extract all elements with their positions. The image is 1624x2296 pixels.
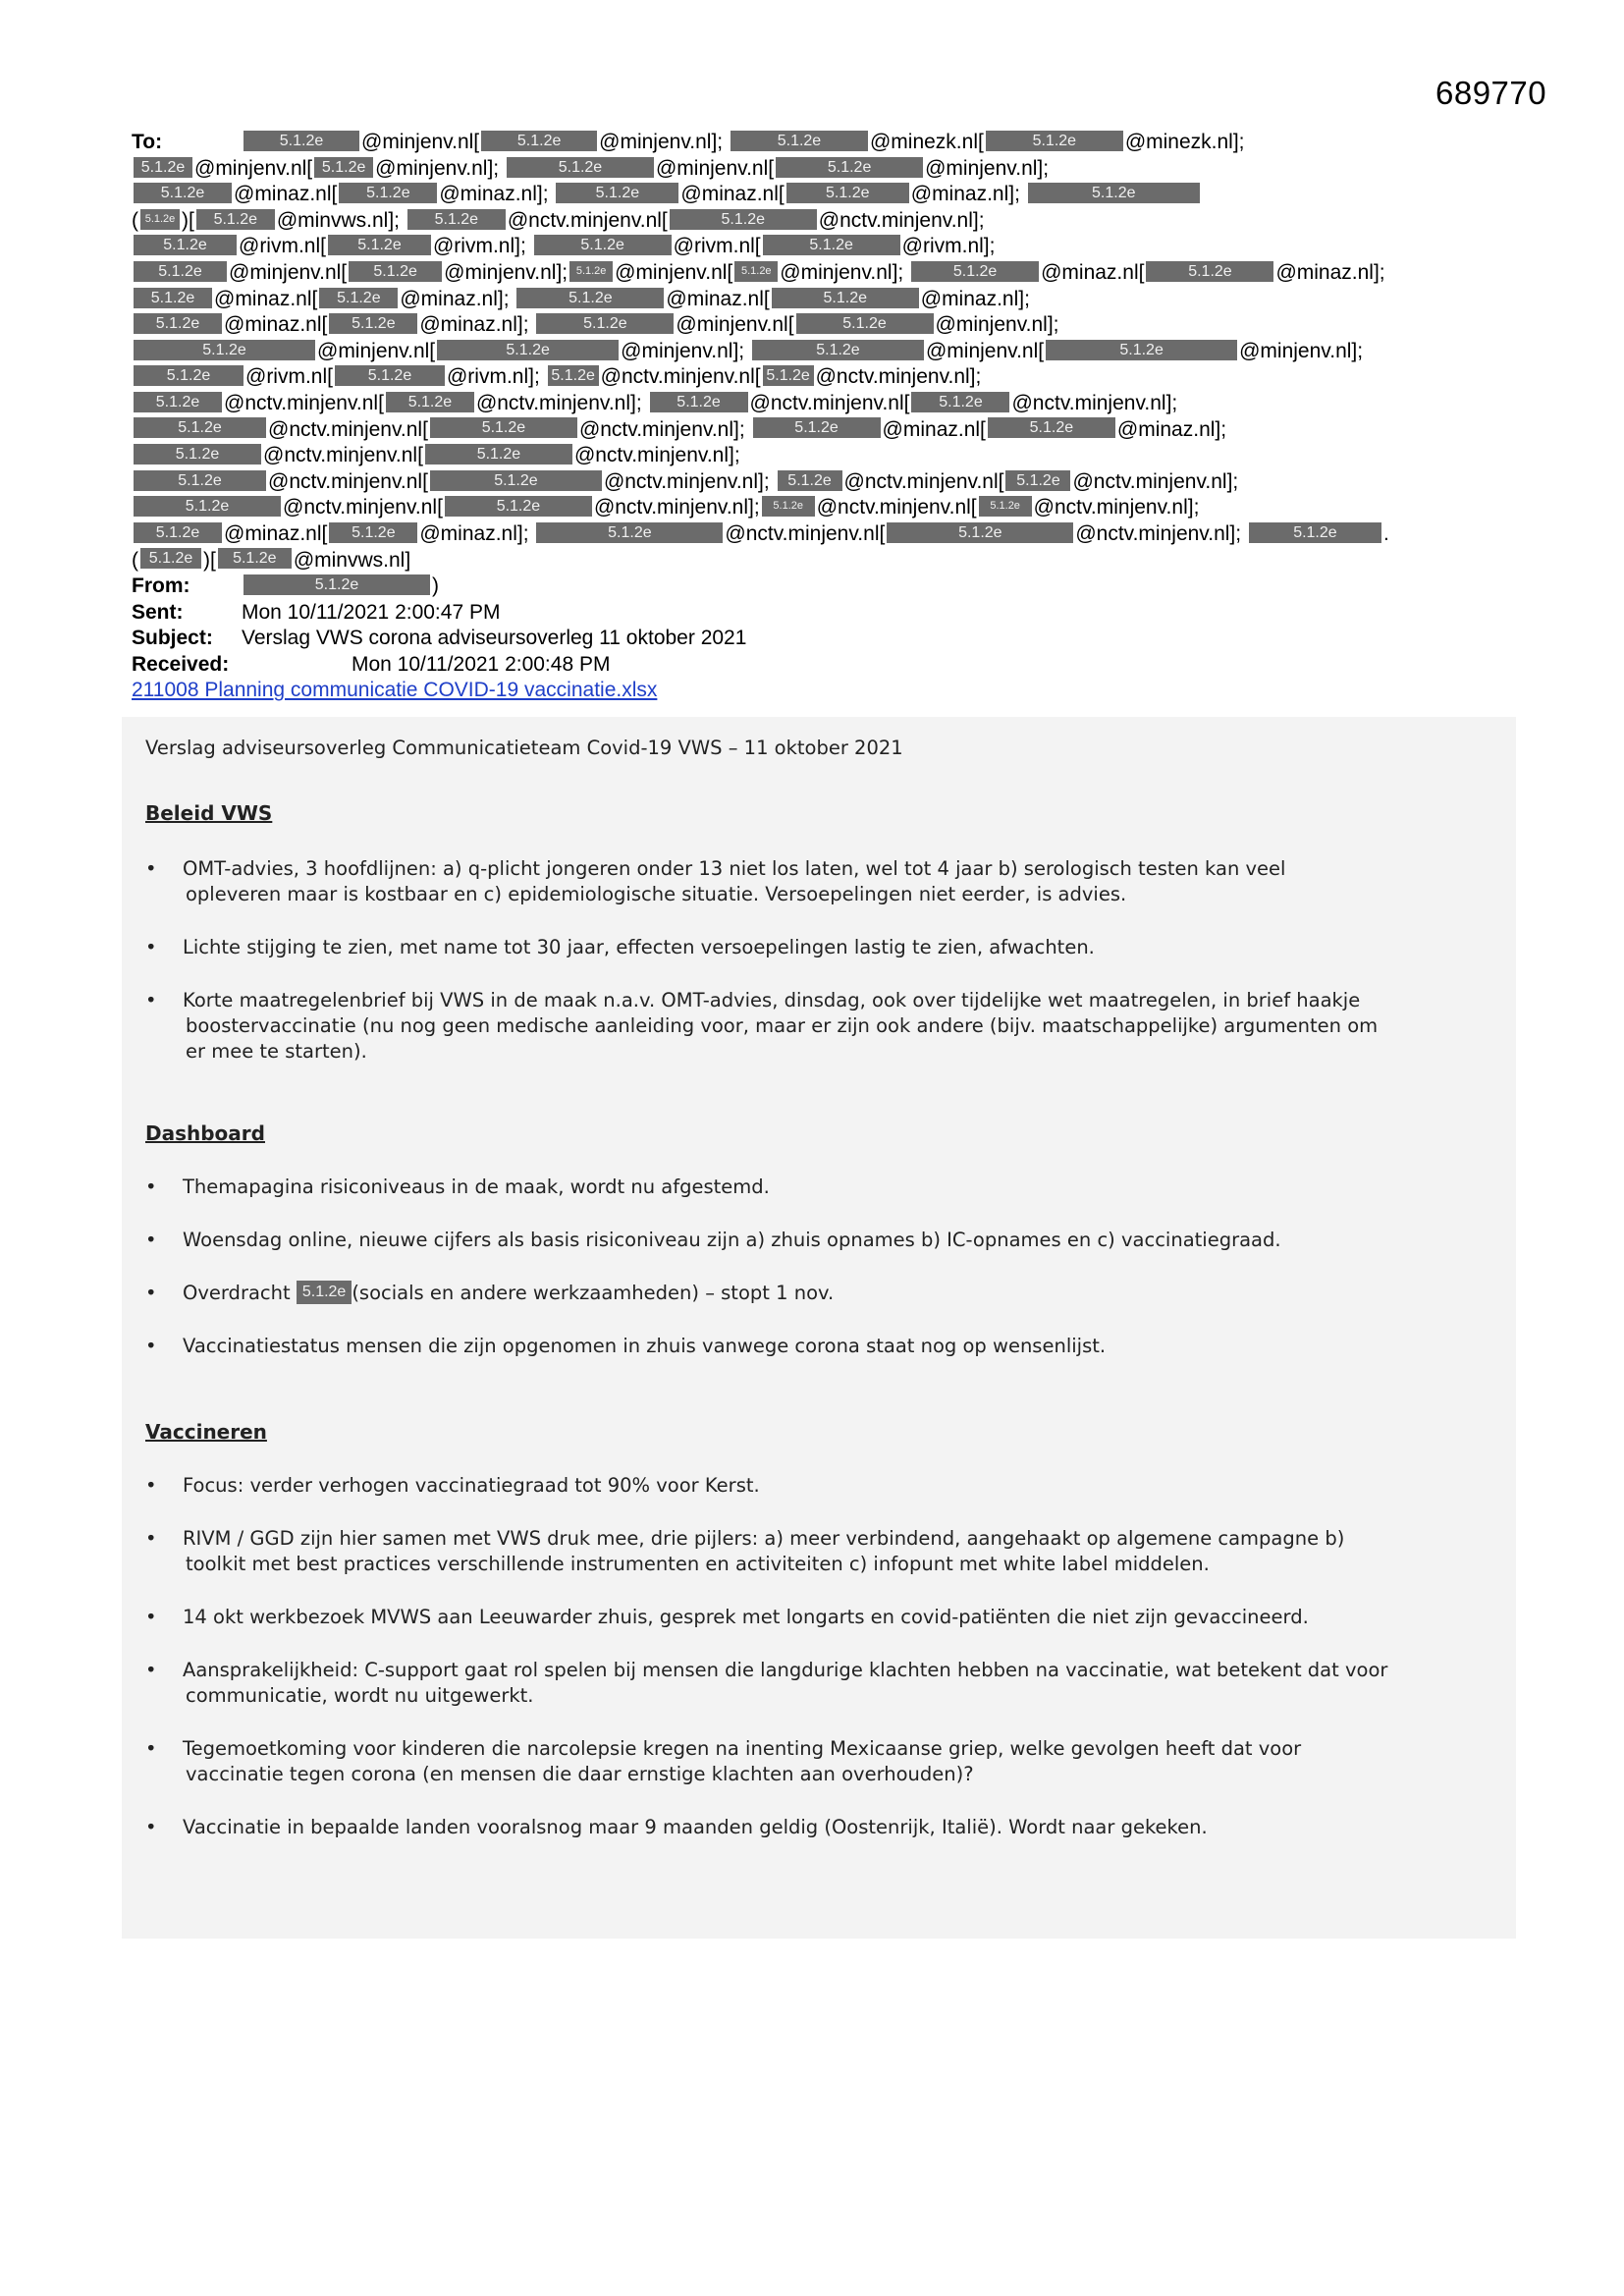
redaction: 5.1.2e [430,470,602,491]
list-item [145,1658,1490,1709]
redaction: 5.1.2e [556,183,678,203]
list-item-text: Korte maatregelenbrief bij VWS in de maak n.a.v. OMT-advies, dinsdag, ook over tijdelijke wet maatregelen, in brief haakje [183,989,1361,1011]
recipient-domain: @minaz.nl]; [1116,417,1227,441]
recipient-domain: @rivm.nl[ [245,365,333,389]
recipient-line [132,548,1506,574]
list-item-text: 14 okt werkbezoek MVWS aan Leeuwarder zhuis, gesprek met longarts en covid-patiënten die niet zijn gevaccineerd. [183,1606,1309,1628]
paren: )[ [203,548,216,572]
list-item-text: Woensdag online, nieuwe cijfers als basis risiconiveau zijn a) zhuis opnames b) IC-opnames en c) vaccinatiegraad. [183,1229,1281,1251]
recipient-domain: @minaz.nl]; [920,287,1030,310]
paren: ) [432,574,439,598]
recipient-domain: @minjenv.nl]; [925,156,1050,180]
message-body [122,717,1516,1939]
redaction: 5.1.2e [731,131,868,151]
redaction: 5.1.2e [516,288,664,308]
recipient-domain: @rivm.nl[ [239,235,326,258]
bullet-icon: • [145,1175,157,1198]
recipient-domain: @minjenv.nl]; [1239,339,1364,362]
redaction: 5.1.2e [772,288,919,308]
redaction: 5.1.2e [986,131,1123,151]
recipient-domain: @minezk.nl[ [869,131,984,153]
recipient-line [132,339,1506,365]
redaction: 5.1.2e [244,574,430,595]
recipient-domain: @nctv.minjenv.nl[ [725,521,886,545]
list-item-text [183,1281,1490,1306]
from-line [132,574,1506,600]
recipient-line [132,391,1506,417]
recipient-domain: @rivm.nl]; [432,235,526,258]
recipient-domain: @minjenv.nl]; [375,156,500,180]
redaction: 5.1.2e [534,235,672,255]
redaction: 5.1.2e [887,522,1073,543]
redaction: 5.1.2e [218,548,292,569]
redaction: 5.1.2e [1046,340,1237,360]
recipient-line [132,364,1506,391]
section-title-dashboard: Dashboard [145,1121,265,1145]
list-item [145,1281,1490,1306]
redaction: 5.1.2e [979,496,1032,517]
from-label: From: [132,574,190,598]
redaction: 5.1.2e [752,340,924,360]
list-item [145,1605,1490,1630]
recipient-domain: @nctv.minjenv.nl[ [749,391,910,414]
redaction: 5.1.2e [134,235,237,255]
bullet-icon: • [145,1335,157,1357]
subject-value: Verslag VWS corona adviseursoverleg 11 oktober 2021 [242,627,747,650]
list-item-text: RIVM / GGD zijn hier samen met VWS druk mee, drie pijlers: a) meer verbindend, aangehaakt op algemene campagne b) [183,1527,1345,1550]
recipient-domain: @nctv.minjenv.nl]; [573,444,740,467]
intro-text: Verslag adviseursoverleg Communicatieteam Covid-19 VWS – 11 oktober 2021 [145,737,903,759]
recipient-domain: @minezk.nl]; [1124,131,1245,153]
recipient-domain: @nctv.minjenv.nl]; [593,496,760,519]
bullet-icon: • [145,1527,157,1550]
redaction: 5.1.2e [328,235,431,255]
redaction: 5.1.2e [753,417,881,438]
redaction: 5.1.2e [437,340,619,360]
bullet-icon: • [145,1606,157,1628]
redaction: 5.1.2e [134,496,281,517]
redaction: 5.1.2e [988,417,1115,438]
recipient-domain: @minaz.nl[ [224,313,328,337]
recipient-domain: @minaz.nl]; [400,287,510,310]
recipient-domain: @nctv.minjenv.nl[ [600,365,761,389]
redaction: 5.1.2e [1028,183,1200,203]
list-item-text: communicatie, wordt nu uitgewerkt. [186,1684,534,1707]
list-item-text: toolkit met best practices verschillende instrumenten en activiteiten c) infopunt met white label middelen. [186,1553,1210,1575]
redaction: 5.1.2e [763,235,900,255]
sent-value: Mon 10/11/2021 2:00:47 PM [242,600,501,624]
recipient-domain: @nctv.minjenv.nl]; [578,417,745,441]
recipient-domain: @nctv.minjenv.nl]; [1011,391,1178,414]
recipient-domain: @minjenv.nl[ [361,131,480,153]
sent-line [132,600,1506,627]
list-item [145,1334,1490,1359]
recipient-domain: @minjenv.nl[ [229,260,348,284]
paren: ( [132,208,138,232]
recipient-domain: @nctv.minjenv.nl]; [818,208,985,232]
recipient-line [132,156,1506,183]
bullet-icon: • [145,936,157,958]
redaction: 5.1.2e [536,522,723,543]
redaction: 5.1.2e [134,313,222,334]
redaction: 5.1.2e [314,157,373,178]
recipient-domain: @nctv.minjenv.nl]; [475,391,642,414]
redaction: 5.1.2e [445,496,592,517]
paren: ( [132,548,138,572]
bullet-icon: • [145,989,157,1011]
redaction: 5.1.2e [1249,522,1381,543]
bullet-icon: • [145,1474,157,1497]
recipient-domain: @nctv.minjenv.nl[ [268,469,428,493]
recipient-domain: @minaz.nl[ [882,417,986,441]
list-item-text: opleveren maar is kostbaar en c) epidemiologische situatie. Versoepelingen niet eerder, is advies. [186,883,1127,905]
redaction: 5.1.2e [786,183,909,203]
redaction: 5.1.2e [796,313,934,334]
redaction: 5.1.2e [140,209,180,230]
document-number: 689770 [1435,75,1547,111]
redaction: 5.1.2e [339,183,437,203]
list-item-text-post: (socials en andere werkzaamheden) – stopt 1 nov. [352,1282,835,1304]
list-item-text: Aansprakelijkheid: C-support gaat rol spelen bij mensen die langdurige klachten hebben na vaccinatie, wat betekent dat voor [183,1659,1388,1681]
redaction: 5.1.2e [134,392,222,412]
list-item-text: Vaccinatiestatus mensen die zijn opgenomen in zhuis vanwege corona staat nog op wensenlijst. [183,1335,1107,1357]
recipient-domain: @nctv.minjenv.nl]; [1075,521,1242,545]
redaction: 5.1.2e [569,261,613,282]
recipient-domain: @minaz.nl[ [234,183,338,206]
redaction: 5.1.2e [763,365,814,386]
recipient-domain: @minjenv.nl[ [655,156,775,180]
recipient-domain: @minaz.nl[ [224,521,328,545]
recipient-domain: @minjenv.nl[ [676,313,794,337]
recipient-line [132,469,1506,496]
list-item-text: boostervaccinatie (nu nog geen medische aanleiding voor, maar er zijn ook andere (bijv. maatschappelijke) argumenten om [186,1014,1379,1037]
bullet-icon: • [145,1737,157,1760]
recipient-domain: @nctv.minjenv.nl[ [816,496,977,519]
recipient-domain: @minaz.nl]; [419,521,529,545]
list-item [145,1228,1490,1253]
list-item-text: er mee te starten). [186,1040,367,1063]
recipient-domain: @nctv.minjenv.nl]; [1072,469,1239,493]
list-item [145,856,1490,907]
subject-line [132,626,1506,652]
recipient-line [132,287,1506,313]
recipient-line [132,495,1506,521]
email-header [132,130,1506,704]
recipient-domain: @minvws.nl] [293,548,411,572]
recipient-line [132,234,1506,260]
redaction: 5.1.2e [196,209,275,230]
paren: )[ [182,208,194,232]
to-label: To: [132,131,163,153]
redaction: 5.1.2e [297,1281,352,1304]
redaction: 5.1.2e [548,365,599,386]
redaction: 5.1.2e [507,157,654,178]
received-label: Received: [132,652,230,676]
recipient-domain: @nctv.minjenv.nl]; [603,469,770,493]
section-title-vaccineren: Vaccineren [145,1420,267,1444]
redaction: 5.1.2e [762,496,815,517]
bullet-icon: • [145,1659,157,1681]
recipient-domain: @minjenv.nl[ [615,260,733,284]
redaction: 5.1.2e [425,444,572,465]
redaction: 5.1.2e [349,261,442,282]
recipient-domain: @minjenv.nl]; [599,131,724,153]
recipient-domain: @minaz.nl[ [214,287,318,310]
list-item-text: Tegemoetkoming voor kinderen die narcolepsie kregen na inenting Mexicaanse griep, welke gevolgen heeft dat voor [183,1737,1302,1760]
recipient-line [132,312,1506,339]
redaction: 5.1.2e [134,365,244,386]
redaction: 5.1.2e [1005,470,1070,491]
redaction: 5.1.2e [134,288,212,308]
recipient-domain: @minaz.nl[ [666,287,770,310]
redaction: 5.1.2e [911,392,1009,412]
recipient-domain: @rivm.nl[ [673,235,761,258]
recipient-domain: @minjenv.nl]; [444,260,568,284]
redaction: 5.1.2e [319,288,398,308]
list-item [145,1815,1490,1840]
redaction: 5.1.2e [734,261,778,282]
recipient-domain: @nctv.minjenv.nl[ [263,444,423,467]
recipient-domain: @nctv.minjenv.nl[ [283,496,443,519]
redaction: 5.1.2e [329,522,417,543]
redaction: 5.1.2e [335,365,445,386]
attachment-line [132,678,1506,704]
attachment-link[interactable]: 211008 Planning communicatie COVID-19 vaccinatie.xlsx [132,679,658,702]
redaction: 5.1.2e [776,157,923,178]
recipient-domain: @minjenv.nl]; [935,313,1059,337]
recipient-domain: @minaz.nl]; [1275,260,1385,284]
recipient-line [132,260,1506,287]
list-item-text: Focus: verder verhogen vaccinatiegraad tot 90% voor Kerst. [183,1474,760,1497]
recipient-domain: @minaz.nl[ [680,183,785,206]
recipient-domain: @minjenv.nl]; [621,339,745,362]
recipient-line [132,521,1506,548]
recipient-domain: @minjenv.nl]; [780,260,904,284]
list-item [145,1473,1490,1499]
bullet-icon: • [145,1229,157,1251]
recipient-line [132,443,1506,469]
list-item [145,1175,1490,1200]
list-item [145,1736,1490,1787]
redaction: 5.1.2e [481,131,597,151]
recipient-domain: @nctv.minjenv.nl[ [268,417,428,441]
list-item-text-pre: Overdracht [183,1282,297,1304]
list-item-text: OMT-advies, 3 hoofdlijnen: a) q-plicht jongeren onder 13 niet los laten, wel tot 4 jaar b) serologisch testen kan veel [183,857,1286,880]
redaction: 5.1.2e [134,417,266,438]
redaction: 5.1.2e [134,470,266,491]
redaction: 5.1.2e [911,261,1039,282]
list-item-text: Vaccinatie in bepaalde landen vooralsnog maar 9 maanden geldig (Oostenrijk, Italië). Wordt naar gekeken. [183,1816,1208,1838]
sent-label: Sent: [132,600,184,624]
recipient-domain: @nctv.minjenv.nl]; [815,365,982,389]
redaction: 5.1.2e [670,209,817,230]
redaction: 5.1.2e [244,131,359,151]
list-item [145,1526,1490,1577]
list-item-text: Themapagina risiconiveaus in de maak, wordt nu afgestemd. [183,1175,770,1198]
list-item-text: Lichte stijging te zien, met name tot 30 jaar, effecten versoepelingen lastig te zien, afwachten. [183,936,1095,958]
redaction: 5.1.2e [650,392,748,412]
recipient-line [132,182,1506,208]
list-item [145,935,1490,960]
recipient-domain: @minvws.nl]; [276,208,400,232]
recipient-domain: @minaz.nl]; [439,183,549,206]
recipient-domain: @nctv.minjenv.nl]; [1033,496,1200,519]
bullet-icon: • [145,1816,157,1838]
recipient-domain: @nctv.minjenv.nl[ [843,469,1004,493]
recipient-domain: @rivm.nl]; [901,235,996,258]
redaction: 5.1.2e [140,548,201,569]
bullet-icon: • [145,1282,157,1304]
redaction: 5.1.2e [778,470,842,491]
recipient-domain: @minaz.nl[ [1041,260,1145,284]
redaction: 5.1.2e [329,313,417,334]
redaction: 5.1.2e [134,157,192,178]
subject-label: Subject: [132,627,213,650]
redaction: 5.1.2e [386,392,474,412]
recipient-domain: @minjenv.nl[ [925,339,1045,362]
redaction: 5.1.2e [134,183,232,203]
received-value: Mon 10/11/2021 2:00:48 PM [352,652,611,676]
redaction: 5.1.2e [134,261,227,282]
recipient-domain: @minjenv.nl[ [194,156,313,180]
section-title-beleid: Beleid VWS [145,801,273,825]
recipient-line [132,208,1506,235]
redaction: 5.1.2e [134,522,222,543]
redaction: 5.1.2e [1146,261,1273,282]
recipient-domain: @nctv.minjenv.nl[ [507,208,668,232]
recipient-domain: @minjenv.nl[ [317,339,436,362]
redaction: 5.1.2e [134,340,315,360]
recipient-domain: @minaz.nl]; [910,183,1020,206]
received-line [132,652,1506,679]
recipient-domain: @rivm.nl]; [446,365,540,389]
recipient-domain: @minaz.nl]; [419,313,529,337]
recipient-domain: @nctv.minjenv.nl[ [224,391,384,414]
list-item-text: vaccinatie tegen corona (en mensen die daar ernstige klachten aan overhouden)? [186,1763,974,1785]
redaction: 5.1.2e [430,417,577,438]
period: . [1382,521,1389,545]
bullet-icon: • [145,857,157,880]
redaction: 5.1.2e [407,209,506,230]
recipient-line [132,130,1506,156]
recipient-line [132,417,1506,444]
redaction: 5.1.2e [134,444,261,465]
list-item [145,988,1490,1065]
redaction: 5.1.2e [536,313,674,334]
